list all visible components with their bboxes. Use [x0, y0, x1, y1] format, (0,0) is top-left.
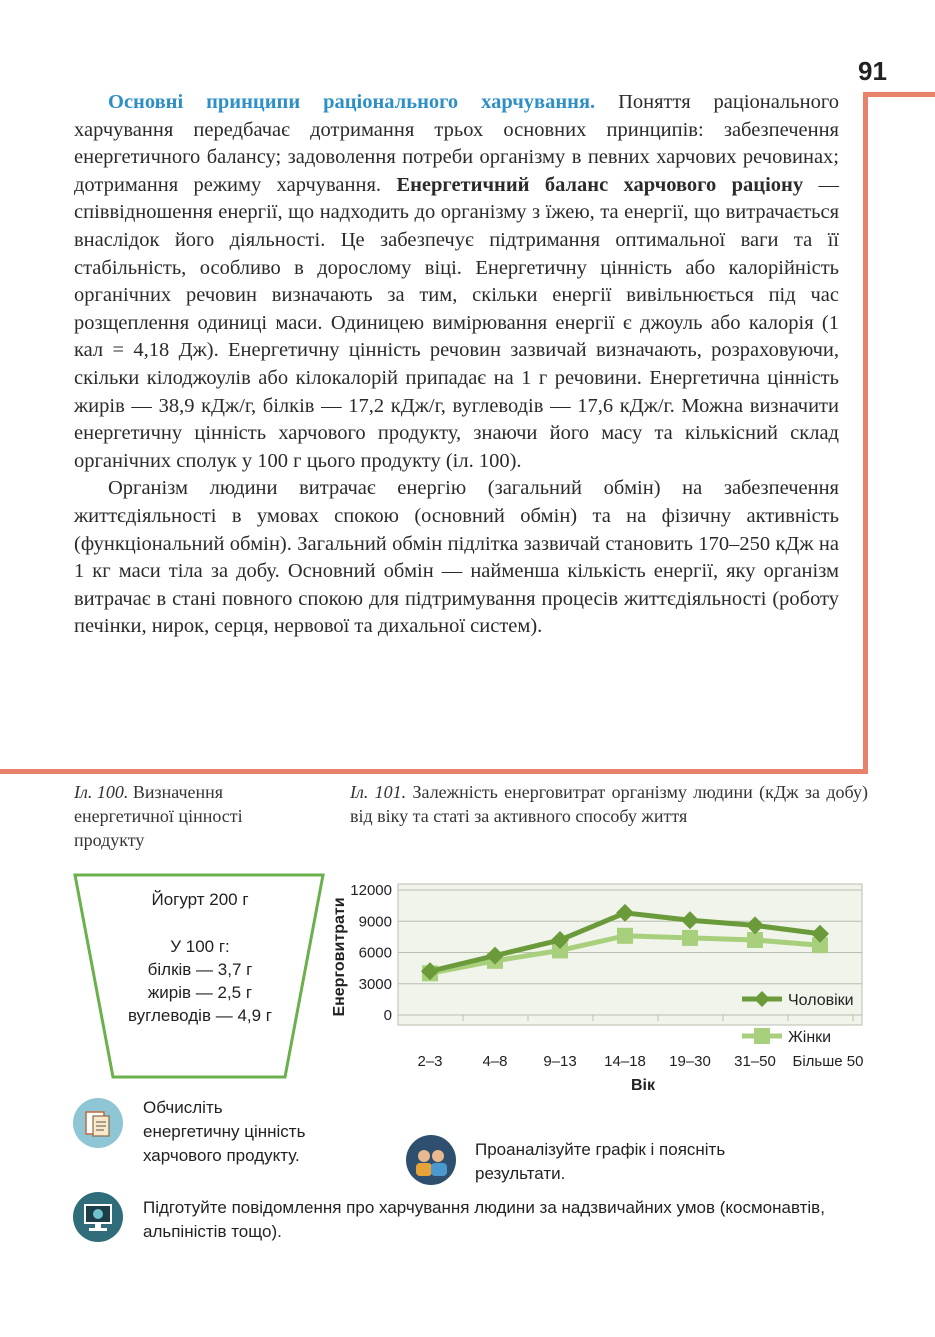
computer-icon	[73, 1192, 123, 1242]
yogurt-carbs: вуглеводів — 4,9 г	[127, 1006, 272, 1025]
yogurt-per100: У 100 г:	[170, 937, 230, 956]
x-tick-label: 4–8	[482, 1053, 508, 1070]
data-point-square	[682, 930, 698, 946]
caption-illustration-100	[74, 780, 304, 852]
yogurt-proteins: білків — 3,7 г	[147, 960, 253, 979]
x-tick-label: Більше 50	[792, 1053, 864, 1070]
task-analyze: Проаналізуйте графік і поясніть результати.	[475, 1140, 726, 1183]
y-axis-label: Енерговитрати	[331, 897, 348, 1017]
y-tick-label: 0	[383, 1007, 392, 1024]
x-tick-label: 19–30	[669, 1053, 711, 1070]
caption-101-text: Залежність енерговитрат організму людини (кДж за добу) від віку та статі за активного способу життя	[350, 782, 868, 826]
caption-100-text: Визначення енергетичної цінності продукту	[74, 782, 243, 850]
caption-101-label: Іл. 101.	[350, 782, 407, 802]
legend-square-marker	[754, 1028, 770, 1044]
yogurt-label	[98, 888, 302, 1027]
paragraph-2: Організм людини витрачає енергію (загальний обмін) на забезпечення життєдіяльності в умовах спокою (основний обмін) та на фізичну активність (функціональний обмін). Загальний обмін підлітка зазвичай становить 170–250 кДж на 1 кг маси тіла за добу. Основний обмін — найменша кількість енергії, яку організм витрачає в стані повного спокою для підтримування процесів життєдіяльності (роботу печінки, нирок, серця, нервової та дихальної систем).	[74, 477, 839, 638]
yogurt-fats: жирів — 2,5 г	[147, 983, 253, 1002]
caption-illustration-101	[350, 780, 868, 828]
page-number: 91	[858, 56, 887, 86]
y-tick-label: 3000	[358, 975, 392, 993]
frame-top-border	[863, 92, 935, 97]
x-axis-label: Вік	[630, 1077, 656, 1094]
task-prepare-report: Підготуйте повідомлення про харчування людини за надзвичайних умов (космонавтів, альпіністів тощо).	[143, 1198, 825, 1241]
term-energy-balance: Енергетичний баланс харчового раціону	[396, 173, 804, 196]
legend-label: Чоловіки	[788, 992, 854, 1009]
legend-label: Жінки	[788, 1029, 832, 1046]
frame-right-border	[863, 92, 868, 774]
section-heading: Основні принципи раціонального харчування.	[108, 91, 596, 113]
x-tick-label: 14–18	[604, 1053, 646, 1070]
paragraph-1-text-a: Поняття раціонального харчування передбачає дотримання трьох основних принципів: забезпечення енергетичного балансу; задоволення потреби організму в певних харчових речовинах; дотримання режиму харчування.	[74, 91, 839, 196]
x-tick-label: 9–13	[543, 1053, 577, 1070]
yogurt-title: Йогурт 200 г	[151, 890, 249, 909]
notes-icon	[73, 1098, 123, 1148]
paragraph-1	[74, 89, 839, 475]
frame-bottom-border	[0, 769, 868, 774]
x-tick-label: 31–50	[734, 1053, 776, 1070]
paragraph-1-text-b: — співвідношення енергії, що надходить до організму з їжею, та енергії, що витрачається внаслідок його діяльності. Це забезпечує підтримання оптимальної ваги та її стабільність, особливо в дорослому віці. Енергетичну цінність або калорійність органічних речовин визначають за тим, скільки енергії вивільнюється під час розщеплення одиниці маси. Одиницею вимірювання енергії є джоуль або калорія (1 кал = 4,18 Дж). Енергетичну цінність речовин зазвичай визначають, розраховуючи, скільки кілоджоулів або кілокалорій припадає на 1 г речовини. Енергетична цінність жирів — 38,9 кДж/г, білків — 17,2 кДж/г, вуглеводів — 17,6 кДж/г. Можна визначити енергетичну цінність харчового продукту, знаючи його масу та кількісний склад органічних сполук у 100 г цього продукту (іл. 100).	[74, 173, 840, 472]
caption-100-label: Іл. 100.	[74, 782, 129, 802]
y-tick-label: 12000	[350, 882, 392, 899]
y-tick-label: 9000	[358, 913, 392, 931]
data-point-square	[617, 928, 633, 944]
energy-chart	[320, 870, 880, 1095]
x-tick-label: 2–3	[417, 1053, 443, 1070]
discussion-icon	[406, 1135, 456, 1185]
y-tick-label: 6000	[358, 944, 392, 962]
task-calculate: Обчисліть енергетичну цінність харчового продукту.	[143, 1098, 306, 1165]
main-text	[74, 89, 839, 641]
